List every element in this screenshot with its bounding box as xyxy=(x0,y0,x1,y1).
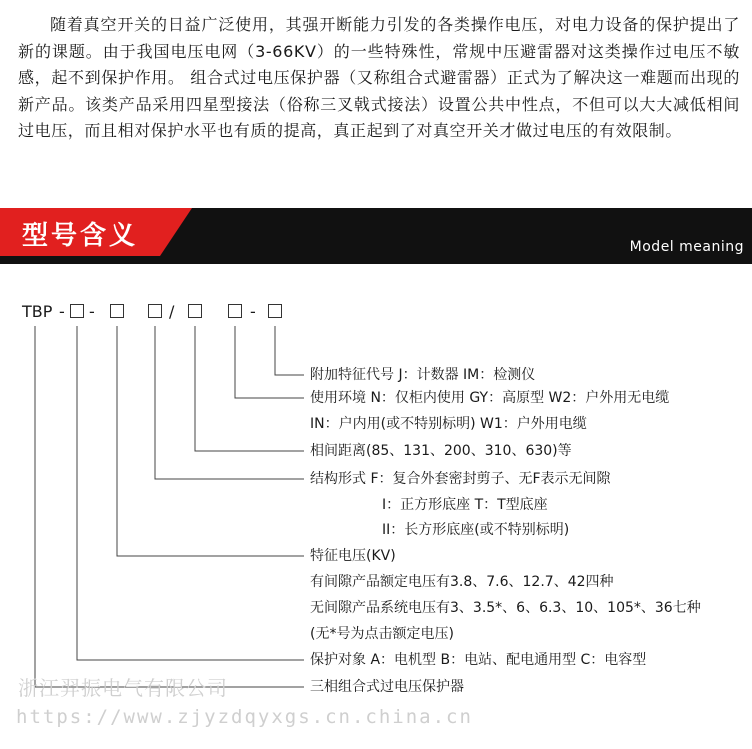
model-slash: / xyxy=(169,302,175,321)
desc-voltage-note: (无*号为点击额定电压) xyxy=(310,626,454,642)
desc-product-name: 三相组合式过电压保护器 xyxy=(310,679,464,695)
leader-environment xyxy=(235,326,304,398)
model-dash-2: - xyxy=(89,302,95,321)
watermark-url: https://www.zjyzdqyxgs.cn.china.cn xyxy=(16,706,473,728)
leader-extra xyxy=(275,326,304,375)
intro-paragraph: 随着真空开关的日益广泛使用，其强开断能力引发的各类操作电压，对电力设备的保护提出了新的课题。由于我国电压电网（3-66KV）的一些特殊性，常规中压避雷器对这类操作过电压不敏感，起不到保护作用。 组合式过电压保护器（又称组合式避雷器）正式为了解决这一难题而出现的新产品。该类产品采用四星型接法（俗称三叉戟式接法）设置公共中性点，不但可以大大减低相间过电压，而且相对保护水平也有质的提高，真正起到了对真空开关才做过电压的有效限制。 xyxy=(18,15,740,140)
leader-voltage xyxy=(117,326,304,556)
desc-structure-base-1: I：正方形底座 T：T型底座 xyxy=(382,497,548,513)
desc-structure: 结构形式 F：复合外套密封剪子、无F表示无间隙 xyxy=(310,471,611,487)
model-prefix: TBP xyxy=(22,302,53,321)
section-title: 型号含义 xyxy=(22,221,139,251)
watermark-company: 浙江羿振电气有限公司 xyxy=(18,676,228,700)
leader-product xyxy=(35,326,304,687)
leader-spacing xyxy=(195,326,304,451)
desc-environment-indoor: IN：户内用(或不特别标明) W1：户外用电缆 xyxy=(310,416,587,432)
section-subtitle: Model meaning xyxy=(629,239,744,255)
desc-protection-target: 保护对象 A：电机型 B：电站、配电通用型 C：电容型 xyxy=(310,652,647,668)
desc-extra-feature: 附加特征代号 J：计数器 IM：检测仪 xyxy=(310,367,536,383)
desc-voltage: 特征电压(KV) xyxy=(310,548,396,564)
leader-structure xyxy=(155,326,304,479)
model-dash-1: - xyxy=(59,302,65,321)
desc-phase-spacing: 相间距离(85、131、200、310、630)等 xyxy=(310,443,572,459)
desc-voltage-nogap: 无间隙产品系统电压有3、3.5*、6、6.3、10、105*、36七种 xyxy=(310,600,701,616)
desc-structure-base-2: II：长方形底座(或不特别标明) xyxy=(382,522,570,538)
leader-protection xyxy=(77,326,304,660)
desc-voltage-gap: 有间隙产品额定电压有3.8、7.6、12.7、42四种 xyxy=(310,574,614,590)
model-dash-3: - xyxy=(250,302,256,321)
desc-environment: 使用环境 N：仅柜内使用 GY：高原型 W2：户外用无电缆 xyxy=(310,390,670,406)
